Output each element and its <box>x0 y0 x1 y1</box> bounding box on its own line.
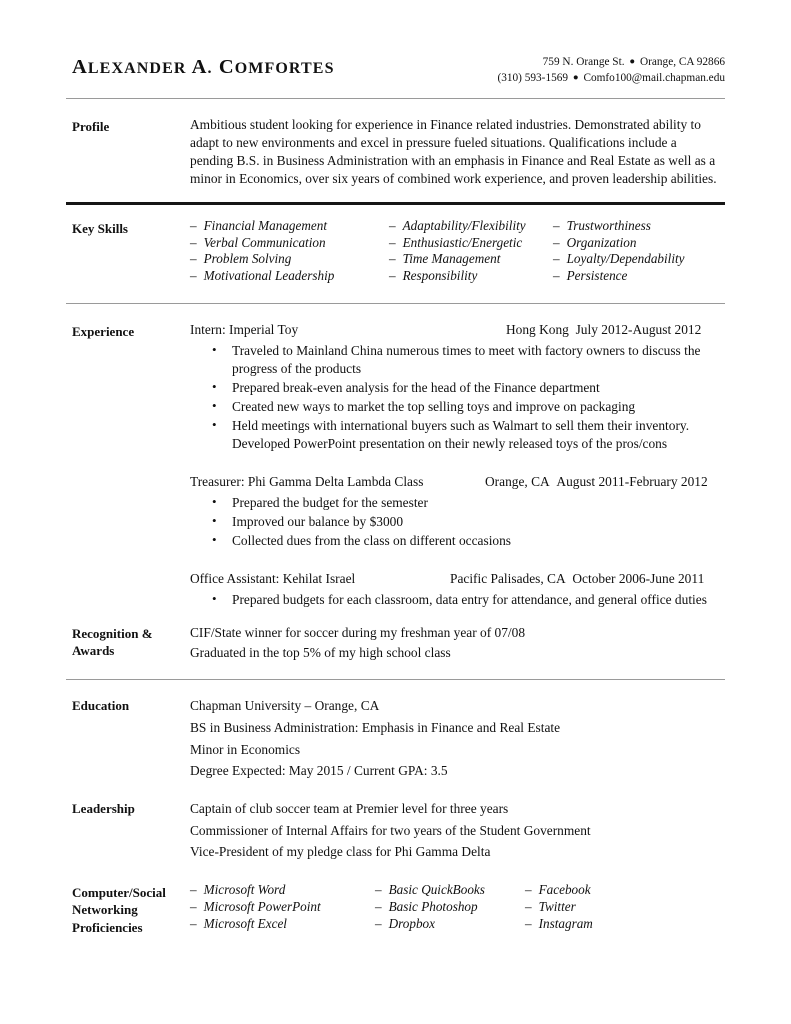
experience-bullet: • Prepared budgets for each classroom, data entry for attendance, and general office duties <box>190 591 725 609</box>
separator-bullet-icon: ● <box>572 72 579 83</box>
proficiency-label: Dropbox <box>388 915 435 931</box>
skill-item <box>389 268 539 285</box>
experience-bullet: • Improved our balance by $3000 <box>190 513 725 531</box>
key-skills-column-3 <box>553 218 725 285</box>
experience-entry-header <box>190 321 725 340</box>
proficiency-item <box>525 916 725 933</box>
skill-item <box>190 235 375 252</box>
contact-phone-email-line <box>497 70 725 86</box>
dash-icon: – <box>190 882 197 898</box>
key-skills-column-1 <box>190 218 389 285</box>
skill-label: Loyalty/Dependability <box>566 251 685 267</box>
section-label-line: Proficiencies <box>72 919 143 935</box>
experience-bullet-list <box>190 494 725 550</box>
key-skills-column-2 <box>389 218 553 285</box>
job-title: Treasurer: Phi Gamma Delta Lambda Class <box>190 474 424 490</box>
skill-label: Problem Solving <box>203 251 292 267</box>
section-recognition-awards <box>0 611 791 662</box>
dash-icon: – <box>525 882 532 898</box>
dash-icon: – <box>553 251 560 267</box>
education-item: Degree Expected: May 2015 / Current GPA: 3.5 <box>190 763 448 779</box>
experience-entry <box>190 473 725 550</box>
section-proficiencies <box>0 863 791 936</box>
dash-icon: – <box>525 898 532 914</box>
dash-icon: – <box>190 268 197 284</box>
section-label-line: Recognition & <box>72 626 153 642</box>
section-label-recognition-awards <box>72 623 190 662</box>
job-location: Orange, CA <box>485 474 550 490</box>
proficiency-label: Microsoft Excel <box>203 915 287 931</box>
experience-bullet: • Prepared the budget for the semester <box>190 494 725 512</box>
section-label-line: Computer/Social <box>72 885 166 901</box>
section-profile <box>0 99 791 188</box>
section-key-skills <box>0 205 791 285</box>
job-dates: August 2011-February 2012 <box>556 474 708 490</box>
section-label-education: Education <box>72 698 130 714</box>
proficiency-item <box>375 916 525 933</box>
skill-label: Organization <box>566 234 637 250</box>
job-meta <box>506 321 701 339</box>
experience-entry <box>190 321 725 453</box>
section-leadership <box>0 782 791 863</box>
section-experience <box>0 304 791 611</box>
dash-icon: – <box>375 915 382 931</box>
contact-address-line <box>497 54 725 70</box>
dash-icon: – <box>190 915 197 931</box>
dash-icon: – <box>525 915 532 931</box>
recognition-item: Graduated in the top 5% of my high school class <box>190 644 451 660</box>
skill-item <box>553 235 711 252</box>
dash-icon: – <box>375 898 382 914</box>
skill-item <box>553 251 711 268</box>
separator-bullet-icon: ● <box>629 56 636 67</box>
dash-icon: – <box>389 251 396 267</box>
resume-header <box>0 0 791 87</box>
job-location: Hong Kong <box>506 321 569 337</box>
proficiencies-columns <box>190 882 725 932</box>
proficiency-item <box>525 899 725 916</box>
experience-bullet: • Prepared break-even analysis for the head of the Finance department <box>190 379 725 397</box>
experience-bullet: • Created new ways to market the top selling toys and improve on packaging <box>190 398 725 416</box>
proficiency-label: Instagram <box>538 915 593 931</box>
proficiencies-column-2 <box>375 882 525 932</box>
skill-label: Trustworthiness <box>566 217 651 233</box>
experience-bullet: • Held meetings with international buyers such as Walmart to sell them their inventory. Developed PowerPoint presentation on their newly released toys of the pros/cons <box>190 417 725 453</box>
job-dates: October 2006-June 2011 <box>572 571 705 587</box>
proficiency-label: Twitter <box>538 898 576 914</box>
leadership-list <box>190 798 725 863</box>
education-item: Chapman University – Orange, CA <box>190 698 380 714</box>
job-dates: July 2012-August 2012 <box>575 321 702 337</box>
proficiency-label: Microsoft PowerPoint <box>203 898 321 914</box>
job-title: Office Assistant: Kehilat Israel <box>190 571 356 587</box>
section-label-leadership: Leadership <box>72 800 135 816</box>
dash-icon: – <box>389 217 396 233</box>
section-education <box>0 680 791 782</box>
proficiencies-column-1 <box>190 882 375 932</box>
skill-item <box>389 235 539 252</box>
leadership-item: Commissioner of Internal Affairs for two years of the Student Government <box>190 822 591 838</box>
proficiency-label: Basic QuickBooks <box>388 882 485 898</box>
skill-label: Persistence <box>566 268 628 284</box>
education-list <box>190 695 725 782</box>
skill-item <box>190 218 375 235</box>
phone-number: (310) 593-1569 <box>497 72 569 85</box>
education-item: BS in Business Administration: Emphasis in Finance and Real Estate <box>190 719 561 735</box>
skill-label: Enthusiastic/Energetic <box>402 234 523 250</box>
job-title: Intern: Imperial Toy <box>190 321 299 337</box>
leadership-item: Vice-President of my pledge class for Phi Gamma Delta <box>190 844 491 860</box>
dash-icon: – <box>389 234 396 250</box>
experience-bullet-list <box>190 342 725 453</box>
section-label-proficiencies <box>72 882 190 936</box>
skill-item <box>389 218 539 235</box>
section-label-line: Awards <box>72 643 115 659</box>
proficiency-item <box>190 916 375 933</box>
skill-label: Adaptability/Flexibility <box>402 217 526 233</box>
dash-icon: – <box>190 234 197 250</box>
dash-icon: – <box>553 217 560 233</box>
contact-block <box>497 54 725 87</box>
dash-icon: – <box>553 234 560 250</box>
proficiency-item <box>375 899 525 916</box>
skill-item <box>190 251 375 268</box>
proficiency-label: Facebook <box>538 882 591 898</box>
recognition-list <box>190 623 725 662</box>
skill-item <box>389 251 539 268</box>
experience-entry-header <box>190 570 725 589</box>
dash-icon: – <box>553 268 560 284</box>
proficiency-item <box>190 882 375 899</box>
skill-label: Verbal Communication <box>203 234 326 250</box>
job-location: Pacific Palisades, CA <box>450 571 566 587</box>
key-skills-columns <box>190 218 725 285</box>
dash-icon: – <box>389 268 396 284</box>
experience-entry <box>190 570 725 609</box>
proficiency-label: Basic Photoshop <box>388 898 478 914</box>
section-label-profile: Profile <box>72 118 110 134</box>
experience-bullet-list <box>190 591 725 609</box>
skill-label: Motivational Leadership <box>203 268 335 284</box>
proficiency-label: Microsoft Word <box>203 882 286 898</box>
experience-entry-header <box>190 473 725 492</box>
job-meta <box>450 570 704 588</box>
section-label-experience: Experience <box>72 323 135 339</box>
city-state-zip: Orange, CA 92866 <box>639 56 725 68</box>
dash-icon: – <box>190 251 197 267</box>
proficiency-item <box>525 882 725 899</box>
experience-bullet: • Collected dues from the class on different occasions <box>190 532 725 550</box>
skill-item <box>190 268 375 285</box>
street-address: 759 N. Orange St. <box>542 56 625 68</box>
dash-icon: – <box>190 217 197 233</box>
skill-label: Responsibility <box>402 268 478 284</box>
recognition-item: CIF/State winner for soccer during my freshman year of 07/08 <box>190 625 526 641</box>
leadership-item: Captain of club soccer team at Premier level for three years <box>190 800 509 816</box>
education-item: Minor in Economics <box>190 741 301 757</box>
section-label-key-skills: Key Skills <box>72 220 128 236</box>
experience-bullet: • Traveled to Mainland China numerous times to meet with factory owners to discuss the progress of the products <box>190 342 725 378</box>
section-label-line: Networking <box>72 902 138 918</box>
skill-item <box>553 268 711 285</box>
profile-text: Ambitious student looking for experience in Finance related industries. Demonstrated ability to adapt to new environments and excel in pressure fueled situations. Qualifications include a pending B.S. in Business Administration with an emphasis in Finance and Real Estate as well as a minor in Economics, over six years of combined work experience, and proven leadership abilities. <box>190 116 717 186</box>
proficiency-item <box>190 899 375 916</box>
proficiency-item <box>375 882 525 899</box>
job-meta <box>485 473 708 491</box>
proficiencies-column-3 <box>525 882 725 932</box>
skill-item <box>553 218 711 235</box>
skill-label: Financial Management <box>203 217 328 233</box>
dash-icon: – <box>190 898 197 914</box>
email-address: Comfo100@mail.chapman.edu <box>583 72 725 85</box>
dash-icon: – <box>375 882 382 898</box>
skill-label: Time Management <box>402 251 501 267</box>
candidate-name: ALEXANDER A. COMFORTES <box>72 56 335 78</box>
